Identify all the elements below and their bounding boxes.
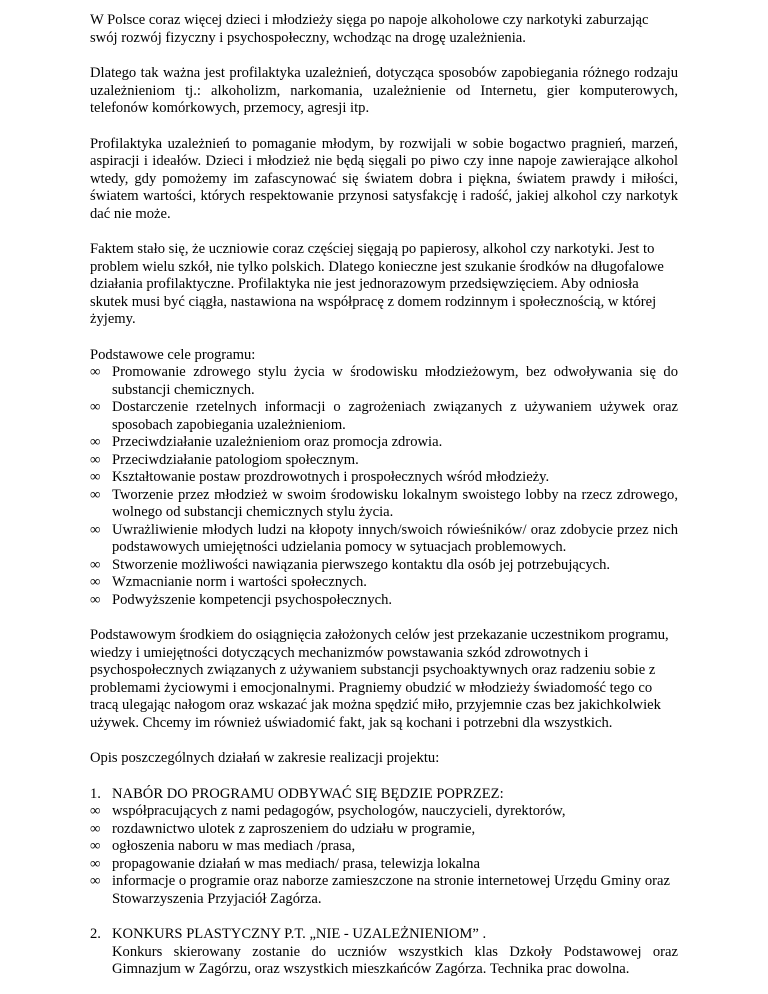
list-item: ∞ Stworzenie możliwości nawiązania pierwszego kontaktu dla osób jej potrzebujących. xyxy=(90,556,611,573)
list-item: ∞ ogłoszenia naboru w mas mediach /prasa, xyxy=(90,838,356,854)
bullet-icon: ∞ xyxy=(90,399,101,415)
list-item: ∞ Promowanie zdrowego stylu życia w środowisku młodzieżowym, bez odwoływania się do substancji chemicznych. xyxy=(90,364,678,398)
bullet-icon: ∞ xyxy=(90,556,101,573)
bullet-icon: ∞ xyxy=(90,855,101,872)
bullet-icon: ∞ xyxy=(90,451,101,468)
goals-heading: Podstawowe cele programu: xyxy=(90,346,256,363)
bullet-icon: ∞ xyxy=(90,521,101,538)
list-item: ∞ informacje o programie oraz naborze zamieszczone na stronie internetowej Urzędu Gminy oraz Stowarzyszenia Przyjaciół Zagórza. xyxy=(90,873,670,907)
bullet-icon: ∞ xyxy=(90,591,101,608)
actions-heading: Opis poszczególnych działań w zakresie realizacji projektu: xyxy=(90,750,440,766)
list-item: ∞ Przeciwdziałanie uzależnieniom oraz promocja zdrowia. xyxy=(90,434,443,450)
recruitment-list xyxy=(90,803,678,908)
bullet-icon: ∞ xyxy=(90,873,101,889)
bullet-icon: ∞ xyxy=(90,574,101,590)
document-page xyxy=(90,12,678,979)
list-item: ∞ Wzmacnianie norm i wartości społecznych. xyxy=(90,574,367,590)
list-item: ∞ rozdawnictwo ulotek z zaproszeniem do udziału w programie, xyxy=(90,820,476,837)
paragraph-intro: W Polsce coraz więcej dzieci i młodzieży sięga po napoje alkoholowe czy narkotyki zaburzając swój rozwój fizyczny i psychospołeczny, wchodząc na drogę uzależnienia. xyxy=(90,12,649,46)
section-heading xyxy=(90,786,678,804)
section-title: KONKURS PLASTYCZNY P.T. „NIE - UZALEŻNIENIOM” . xyxy=(112,926,487,942)
bullet-icon: ∞ xyxy=(90,803,101,819)
bullet-icon: ∞ xyxy=(90,434,101,450)
list-item: ∞ Kształtowanie postaw prozdrowotnych i prospołecznych wśród młodzieży. xyxy=(90,469,550,485)
list-item: ∞ Uwrażliwienie młodych ludzi na kłopoty innych/swoich rówieśników/ oraz zdobycie przez nich podstawowych umiejętności udzielania pomocy w sytuacjach problemowych. xyxy=(90,521,678,555)
bullet-icon: ∞ xyxy=(90,820,101,837)
goals-list xyxy=(90,364,678,609)
list-item: ∞ współpracujących z nami pedagogów, psychologów, nauczycieli, dyrektorów, xyxy=(90,803,566,819)
section-recruitment xyxy=(90,786,678,909)
paragraph-facts: Faktem stało się, że uczniowie coraz częściej sięgają po papierosy, alkohol czy narkotyki. Jest to problem wielu szkół, nie tylko polskich. Dlatego konieczne jest szukanie środków na długofalowe działania profilaktyczne. Profilaktyka nie jest jednorazowym przedsięwzięciem. Aby odniosła skutek musi być ciągła, nastawiona na współpracę z domem rodzinnym i społecznością, w której żyjemy. xyxy=(90,241,664,327)
bullet-icon: ∞ xyxy=(90,838,101,854)
list-item: ∞ Podwyższenie kompetencji psychospołecznych. xyxy=(90,591,393,608)
section-title: NABÓR DO PROGRAMU ODBYWAĆ SIĘ BĘDZIE POPRZEZ: xyxy=(112,785,504,802)
section-number: 1. xyxy=(90,785,101,802)
bullet-icon: ∞ xyxy=(90,469,101,485)
bullet-icon: ∞ xyxy=(90,486,101,503)
section-heading xyxy=(90,926,678,944)
bullet-icon: ∞ xyxy=(90,364,101,380)
goals-section xyxy=(90,347,678,610)
paragraph-prevention-definition: Profilaktyka uzależnień to pomaganie młodym, by rozwijali w sobie bogactwo pragnień, marzeń, aspiracji i ideałów. Dzieci i młodzież nie będą sięgali po piwo czy inne napoje zawierające alkohol wtedy, gdy pomożemy im zafascynować się światem dobra i piękna, światem prawdy i miłości, światem wartości, których respektowanie przynosi satysfakcję i radość, jakiej alkohol czy narkotyk dać nie może. xyxy=(90,135,678,222)
section-number: 2. xyxy=(90,926,101,942)
list-item: ∞ propagowanie działań w mas mediach/ prasa, telewizja lokalna xyxy=(90,855,480,872)
list-item: ∞ Przeciwdziałanie patologiom społecznym. xyxy=(90,451,359,468)
paragraph-means: Podstawowym środkiem do osiągnięcia założonych celów jest przekazanie uczestnikom programu, wiedzy i umiejętności dotyczących mechanizmów powstawania szkód zdrowotnych i psychospołecznych związanych z używaniem substancji psychoaktywnych oraz radzeniu sobie z problemami życiowymi i emocjonalnymi. Pragniemy obudzić w młodzieży świadomość tego co tracą ulegając nałogom oraz wskazać jak można spędzić miło, przyjemnie czas bez jakichkolwiek używek. Chcemy im również uświadomić fakt, jak są kochani i potrzebni dla wszystkich. xyxy=(90,627,669,731)
section-description: Konkurs skierowany zostanie do uczniów wszystkich klas Dzkoły Podstawowej oraz Gimnazjum w Zagórzu, oraz wszystkich mieszkańców Zagórza. Technika prac dowolna. xyxy=(112,943,678,977)
list-item: ∞ Tworzenie przez młodzież w swoim środowisku lokalnym swoistego lobby na rzecz zdrowego, wolnego od substancji chemicznych stylu życia. xyxy=(90,486,678,520)
paragraph-prevention: Dlatego tak ważna jest profilaktyka uzależnień, dotycząca sposobów zapobiegania różnego rodzaju uzależnieniom tj.: alkoholizm, narkomania, uzależnienie od Internetu, gier komputerowych, telefonów komórkowych, przemocy, agresji itp. xyxy=(90,65,678,116)
section-contest xyxy=(90,926,678,979)
list-item: ∞ Dostarczenie rzetelnych informacji o zagrożeniach związanych z używaniem używek oraz sposobach zapobiegania uzależnieniom. xyxy=(90,399,678,433)
